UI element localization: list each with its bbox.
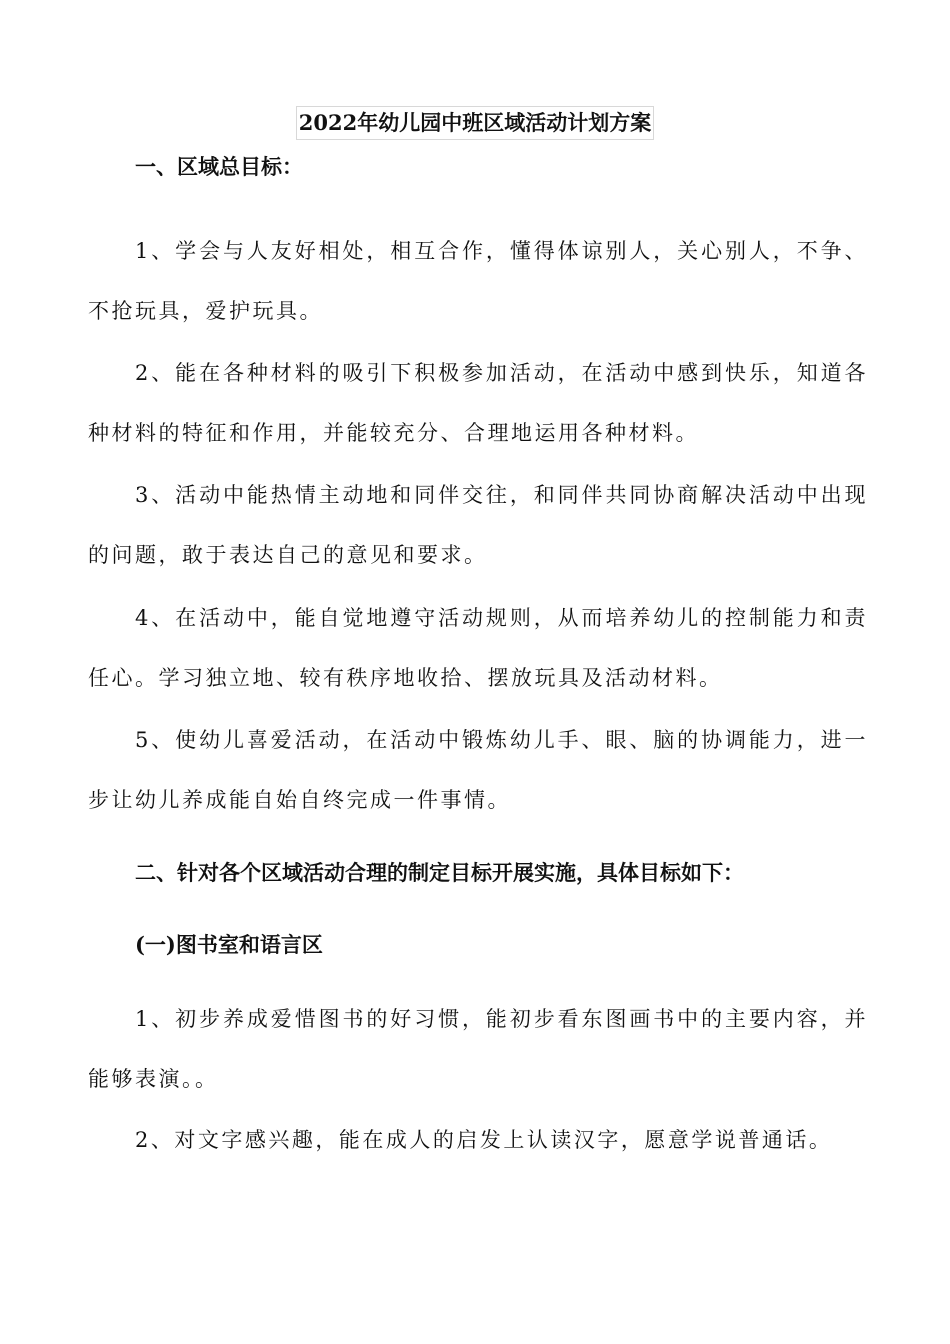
document-title-block [0, 106, 950, 140]
goal-item-4: 4、在活动中，能自觉地遵守活动规则，从而培养幼儿的控制能力和责任心。学习独立地、较有秩序地收拾、摆放玩具及活动材料。 [88, 606, 868, 690]
goal-item-1: 1、学会与人友好相处，相互合作，懂得体谅别人，关心别人，不争、不抢玩具，爱护玩具。 [88, 239, 868, 323]
document-title: 2022年幼儿园中班区域活动计划方案 [296, 106, 654, 140]
goal-item-3: 3、活动中能热情主动地和同伴交往，和同伴共同协商解决活动中出现的问题，敢于表达自己的意见和要求。 [88, 483, 868, 567]
library-item-1: 1、初步养成爱惜图书的好习惯，能初步看东图画书中的主要内容，并能够表演。。 [88, 1007, 868, 1091]
section-heading-specific-goals: 二、针对各个区域活动合理的制定目标开展实施，具体目标如下： [135, 860, 744, 885]
goal-item-2: 2、能在各种材料的吸引下积极参加活动，在活动中感到快乐，知道各种材料的特征和作用，并能较充分、合理地运用各种材料。 [88, 361, 868, 445]
section-heading-goals: 一、区域总目标： [135, 154, 303, 179]
subsection-heading-library: (一)图书室和语言区 [135, 932, 323, 957]
library-item-2: 2、对文字感兴趣，能在成人的启发上认读汉字，愿意学说普通话。 [135, 1128, 833, 1152]
goal-item-5: 5、使幼儿喜爱活动，在活动中锻炼幼儿手、眼、脑的协调能力，进一步让幼儿养成能自始自终完成一件事情。 [88, 728, 868, 812]
